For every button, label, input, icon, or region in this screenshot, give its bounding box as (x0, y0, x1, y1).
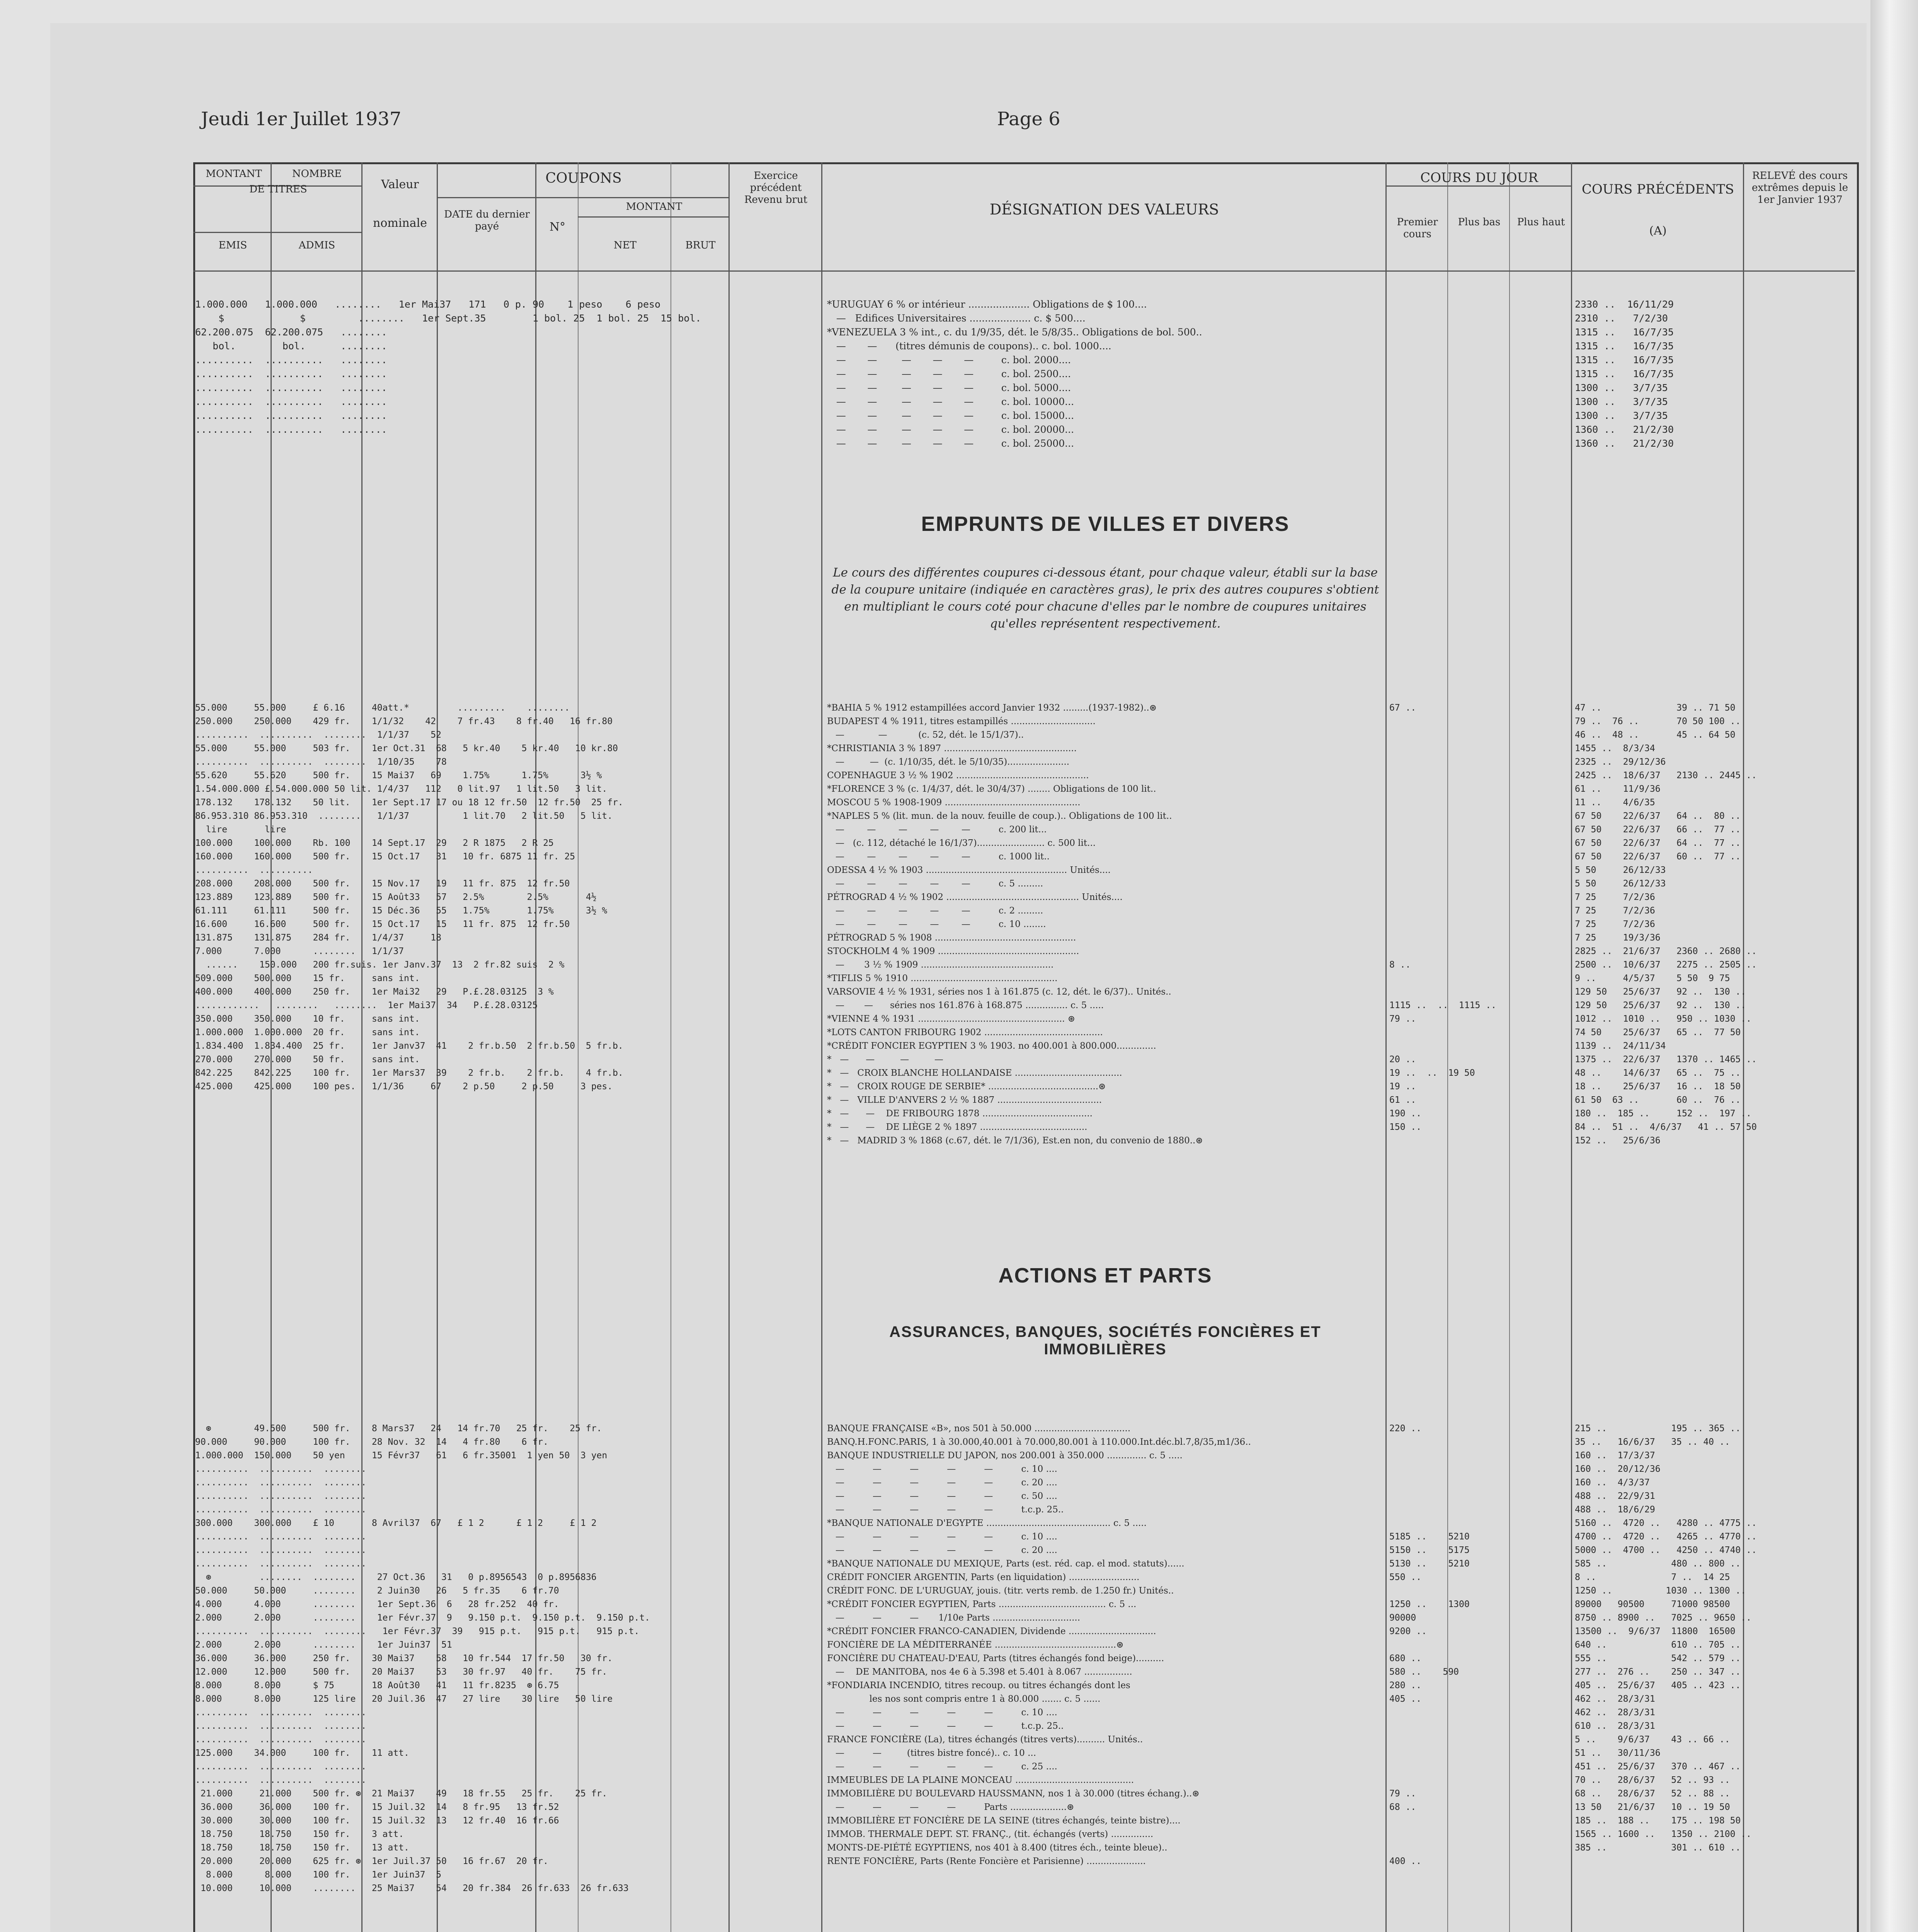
emprunts-note: Le cours des différentes coupures ci-dessous étant, pour chaque valeur, établi sur la base de la coupure unitaire (indiquée en caractères gras), le prix des autres coupures s'obtient en multipliant le cours coté pour chacune d'elles par le nombre de coupures unitaires qu'elles représentent respectivement. (831, 566, 1379, 631)
block-emprunts-prices: 47 .. 39 .. 71 50 79 .. 76 .. 70 50 100 .. 46 .. 48 .. 45 .. 64 50 1455 .. 8/3/34 2325 .. 29/12/36 2425 .. 18/6/37 2130 .. 2445 .. 61 .. 11/9/36 11 .. 4/6/35 67 50 22/6/37 64 .. 80 .. 67 50 22/6/37 66 .. 77 .. 67 50 22/6/37 64 .. 77 .. 67 50 22/6/37 60 .. 77 .. 5 50 26/12/33 5 50 26/12/33 7 25 7/2/36 7 25 7/2/36 7 25 7/2/36 7 25 19/3/36 2825 .. 21/6/37 2360 .. 2680 .. 2500 .. 10/6/37 2275 .. 2505 .. 9 .. 4/5/37 5 50 9 75 129 50 25/6/37 92 .. 130 .. 129 50 25/6/37 92 .. 130 .. 1012 .. 1010 .. 950 .. 1030 .. 74 50 25/6/37 65 .. 77 50 1139 .. 24/11/34 1375 .. 22/6/37 1370 .. 1465 .. 48 .. 14/6/37 65 .. 75 .. 18 .. 25/6/37 16 .. 18 50 61 50 63 .. 60 .. 76 .. 180 .. 185 .. 152 .. 197 .. 84 .. 51 .. 4/6/37 41 .. 57 50 152 .. 25/6/36 (1575, 703, 1757, 1146)
col-brut: BRUT (685, 240, 716, 251)
col-net: NET (613, 240, 637, 251)
block-emprunts-designation: *BAHIA 5 % 1912 estampillées accord Janvier 1932 .........(1937-1982)..⊛ BUDAPEST 4 % 1911, titres estampillés .............................. — — (c. 52, dét. le 15/1/37).. *CHRISTIANIA 3 % 1897 ............................................... — — (c. 1/10/35, dét. le 5/10/35)...................... COPENHAGUE 3 ½ % 1902 ............................................... *FLORENCE 3 % (c. 1/4/37, dét. le 30/4/37) ........ Obligations de 100 lit.. MOSCOU 5 % 1908-1909 ................................................ *NAPLES 5 % (lit. mun. de la nouv. feuille de coup.).. Obligations de 100 lit.. — — — — — c. 200 lit... — (c. 112, détaché le 16/1/37)........................ c. 500 lit... — — — — — c. 1000 lit.. ODESSA 4 ½ % 1903 .................................................. Unités.... — — — — — c. 5 ......... PÉTROGRAD 4 ½ % 1902 ............................................... Unités.... — — — — — c. 2 ......... — — — — — c. 10 ........ PÉTROGRAD 5 % 1908 .................................................. STOCKHOLM 4 % 1909 .................................................. — 3 ½ % 1909 ............................................... *TIFLIS 5 % 1910 .................................................... VARSOVIE 4 ½ % 1931, séries nos 1 à 161.875 (c. 12, dét. le 6/37).. Unités.. — — séries nos 161.876 à 168.875 ............... c. 5 ..... *VIENNE 4 % 1931 .................................................... ⊛ *LOTS CANTON FRIBOURG 1902 .......................................... *CRÉDIT FONCIER EGYPTIEN 3 % 1903. no 400.001 à 800.000.............. * — — — — * — CROIX BLANCHE HOLLANDAISE ...................................... * — CROIX ROUGE DE SERBIE* .......................................⊛ * — VILLE D'ANVERS 2 ½ % 1887 ..................................... * — — DE FRIBOURG 1878 ....................................... * — — DE LIÈGE 2 % 1897 ...................................... * — MADRID 3 % 1868 (c.67, dét. le 7/1/36), Est.en non, du convenio de 1880..⊛ (827, 703, 1203, 1146)
col-premier-cours: Premier cours (1397, 216, 1438, 240)
col-exercice: Exercice précédent Revenu brut (744, 170, 808, 206)
col-nominale: nominale (373, 216, 427, 230)
col-designation: DÉSIGNATION DES VALEURS (989, 201, 1219, 218)
block-assurances-prices: 215 .. 195 .. 365 .. 35 .. 16/6/37 35 .. 40 .. 160 .. 17/3/37 160 .. 20/12/36 160 .. 4/3/37 488 .. 22/9/31 488 .. 18/6/29 5160 .. 4720 .. 4280 .. 4775 .. 4700 .. 4720 .. 4265 .. 4770 .. 5000 .. 4700 .. 4250 .. 4740 .. 585 .. 480 .. 800 .. 8 .. 7 .. 14 25 1250 .. 1030 .. 1300 .. 89000 90500 71000 98500 8750 .. 8900 .. 7025 .. 9650 .. 13500 .. 9/6/37 11800 16500 640 .. 610 .. 705 .. 555 .. 542 .. 579 .. 277 .. 276 .. 250 .. 347 .. 405 .. 25/6/37 405 .. 423 .. 462 .. 28/3/31 462 .. 28/3/31 610 .. 28/3/31 5 .. 9/6/37 43 .. 66 .. 51 .. 30/11/36 451 .. 25/6/37 370 .. 467 .. 70 .. 28/6/37 52 .. 93 .. 68 .. 28/6/37 52 .. 88 .. 13 50 21/6/37 10 .. 19 50 185 .. 188 .. 175 .. 198 50 1565 .. 1600 .. 1350 .. 2100 .. 385 .. 301 .. 610 .. (1575, 1423, 1757, 1853)
block-assurances-left: ⊛ 49.500 500 fr. 8 Mars37 24 14 fr.70 25 fr. 25 fr. 90.000 90.000 100 fr. 28 Nov. 32 14 4 fr.80 6 fr. 1.000.000 150.000 50 yen 15 Févr37 61 6 fr.35001 1 yen 50 3 yen .......... .......... ........ .......... .......... ........ .......... .......... ........ .......... .......... ........ 300.000 300.000 £ 10 8 Avril37 67 £ 1 2 £ 1 2 £ 1 2 .......... .......... ........ .......... .......... ........ .......... .......... ........ ⊛ ........ ........ 27 Oct.36 31 0 p.8956543 0 p.8956836 50.000 50.000 ........ 2 Juin30 26 5 fr.35 6 fr.70 4.000 4.000 ........ 1er Sept.36 6 28 fr.252 40 fr. 2.000 2.000 ........ 1er Févr.37 9 9.150 p.t. 9.150 p.t. 9.150 p.t. .......... .......... ........ 1er Févr.37 39 915 p.t. 915 p.t. 915 p.t. 2.000 2.000 ........ 1er Juin37 51 36.000 36.000 250 fr. 30 Mai37 58 10 fr.544 17 fr.50 30 fr. 12.000 12.000 500 fr. 20 Mai37 53 30 fr.97 40 fr. 75 fr. 8.000 8.000 $ 75 18 Août30 41 11 fr.8235 ⊛ 6.75 8.000 8.000 125 lire 20 Juil.36 47 27 lire 30 lire 50 lire .......... .......... ........ .......... .......... ........ .......... .......... ........ 125.000 34.000 100 fr. 11 att. .......... .......... ........ .......... .......... ........ 21.000 21.000 500 fr. ⊛ 21 Mai37 49 18 fr.55 25 fr. 25 fr. 36.000 36.000 100 fr. 15 Juil.32 14 8 fr.95 13 fr.52 30.000 30.000 100 fr. 15 Juil.32 13 12 fr.40 16 fr.66 18.750 18.750 150 fr. 3 att. 18.750 18.750 150 fr. 13 att. 20.000 20.000 625 fr. ⊛ 1er Juil.37 50 16 fr.67 20 fr. 8.000 8.000 100 fr. 1er Juin37 5 10.000 10.000 ........ 25 Mai37 54 20 fr.384 26 fr.633 26 fr.633 (195, 1423, 650, 1893)
header-rule (193, 232, 361, 233)
col-rule (1385, 162, 1387, 1932)
col-cours-jour: COURS DU JOUR (1420, 170, 1538, 185)
col-de-titres: DE TITRES (249, 184, 307, 195)
col-valeur: Valeur (381, 178, 419, 191)
issue-date: Jeudi 1er Juillet 1937 (201, 108, 402, 130)
block-uruguay-prices: 2330 .. 16/11/29 2310 .. 7/2/30 1315 .. 16/7/35 1315 .. 16/7/35 1315 .. 16/7/35 1315 .. 16/7/35 1300 .. 3/7/35 1300 .. 3/7/35 1300 .. 3/7/35 1360 .. 21/2/30 1360 .. 21/2/30 (1575, 299, 1674, 449)
block-uruguay-left: 1.000.000 1.000.000 ........ 1er Mai37 171 0 p. 90 1 peso 6 peso $ $ ........ 1er Sept.35 1 bol. 25 1 bol. 25 15 bol. 62.200.075 62.200.075 ........ bol. bol. ........ .......... .......... ........ .......... .......... ........ .......... .......... ........ .......... .......... ........ .......... .......... ........ .......... .......... ........ (195, 299, 701, 435)
col-plus-haut: Plus haut (1517, 216, 1565, 228)
section-actions-title: ACTIONS ET PARTS (998, 1264, 1212, 1287)
col-nombre: NOMBRE (292, 168, 342, 180)
page-edge (1870, 0, 1918, 1932)
col-cours-note: (A) (1649, 224, 1667, 238)
col-rule (821, 162, 822, 1932)
section-emprunts-title: EMPRUNTS DE VILLES ET DIVERS (921, 512, 1290, 536)
col-emis: EMIS (218, 240, 247, 251)
page-number: Page 6 (997, 108, 1060, 130)
col-montant: MONTANT (206, 168, 262, 180)
col-date-dernier: DATE du dernier payé (444, 209, 530, 233)
section-assurances-title: ASSURANCES, BANQUES, SOCIÉTÉS FONCIÈRES ET IMMOBILIÈRES (889, 1323, 1321, 1358)
col-admis: ADMIS (298, 240, 335, 251)
header-rule (578, 216, 728, 218)
col-montant-coupon: MONTANT (626, 201, 682, 213)
block-assurances-jour: 220 .. 5185 .. 5210 5150 .. 5175 5130 .. 5210 550 .. 1250 .. 1300 90000 9200 .. 680 .. 580 .. 590 280 .. 405 .. 79 .. 68 .. 400 .. (1389, 1423, 1470, 1866)
block-assurances-designation: BANQUE FRANÇAISE «B», nos 501 à 50.000 .................................. BANQ.H.FONC.PARIS, 1 à 30.000,40.001 à 70.000,80.001 à 110.000.Int.déc.bl.7,8/35,m1/36.. BANQUE INDUSTRIELLE DU JAPON, nos 200.001 à 350.000 .............. c. 5 ..... — — — — — c. 10 .... — — — — — c. 20 .... — — — — — c. 50 .... — — — — — t.c.p. 25.. *BANQUE NATIONALE D'EGYPTE ............................................ c. 5 ..... — — — — — c. 10 .... — — — — — c. 20 .... *BANQUE NATIONALE DU MEXIQUE, Parts (est. réd. cap. el mod. statuts)...... CRÉDIT FONCIER ARGENTIN, Parts (en liquidation) ......................... CRÉDIT FONC. DE L'URUGUAY, jouis. (titr. verts remb. de 1.250 fr.) Unités.. *CRÉDIT FONCIER EGYPTIEN, Parts ...................................... c. 5 ... — — — 1/10e Parts ............................... *CRÉDIT FONCIER FRANCO-CANADIEN, Dividende ............................... FONCIÈRE DE LA MÉDITERRANÉE ...........................................⊛ FONCIÈRE DU CHATEAU-D'EAU, Parts (titres échangés fond beige).......... — DE MANITOBA, nos 4e 6 à 5.398 et 5.401 à 8.067 ................. *FONDIARIA INCENDIO, titres recoup. ou titres échangés dont les les nos sont compris entre 1 à 80.000 ....... c. 5 ...... — — — — — c. 10 .... — — — — — t.c.p. 25.. FRANCE FONCIÈRE (La), titres échangés (titres verts).......... Unités.. — — (titres bistre foncé).. c. 10 ... — — — — — c. 25 .... IMMEUBLES DE LA PLAINE MONCEAU .......................................... IMMOBILIÈRE DU BOULEVARD HAUSSMANN, nos 1 à 30.000 (titres échang.)..⊛ — — — — Parts ....................⊛ IMMOBILIÈRE ET FONCIÈRE DE LA SEINE (titres échangés, teinte bistre).... IMMOB. THERMALE DEPT. ST. FRANÇ., (tit. échangés (verts) ............... MONTS-DE-PIÉTÉ EGYPTIENS, nos 401 à 8.400 (titres éch., teinte bleue).. RENTE FONCIÈRE, Parts (Rente Foncière et Parisienne) ..................... (827, 1423, 1251, 1866)
header-rule (437, 197, 728, 198)
block-emprunts-left: 55.000 55.000 £ 6.16 40att.* ......... ........ 250.000 250.000 429 fr. 1/1/32 42 7 fr.43 8 fr.40 16 fr.80 .......... .......... ........ 1/1/37 52 55.000 55.000 503 fr. 1er Oct.31 68 5 kr.40 5 kr.40 10 kr.80 .......... .......... ........ 1/10/35 78 55.620 55.620 500 fr. 15 Mai37 69 1.75% 1.75% 3½ % 1.54.000.000 £.54.000.000 50 lit. 1/4/37 112 0 lit.97 1 lit.50 3 lit. 178.132 178.132 50 lit. 1er Sept.17 17 ou 18 12 fr.50 12 fr.50 25 fr. 86.953.310 86.953.310 ........ 1/1/37 1 lit.70 2 lit.50 5 lit. lire lire 100.000 100.000 Rb. 100 14 Sept.17 29 2 R 1875 2 R 25 160.000 160.000 500 fr. 15 Oct.17 31 10 fr. 6875 11 fr. 25 .......... .......... 208.000 208.000 500 fr. 15 Nov.17 19 11 fr. 875 12 fr.50 123.889 123.889 500 fr. 15 Août33 57 2.5% 2.5% 4½ 61.111 61.111 500 fr. 15 Déc.36 55 1.75% 1.75% 3½ % 16.600 16.600 500 fr. 15 Oct.17 15 11 fr. 875 12 fr.50 131.875 131.875 284 fr. 1/4/37 18 7.000 7.000 ........ 1/1/37 ...... 150.000 200 fr.suis. 1er Janv.37 13 2 fr.82 suis 2 % 509.000 500.000 15 fr. sans int. 400.000 400.000 250 fr. 1er Mai32 29 P.£.28.03125 3 % ............ ........ ........ 1er Mai37 34 P.£.28.03125 350.000 350.000 10 fr. sans int. 1.000.000 1.000.000 20 fr. sans int. 1.834.400 1.834.400 25 fr. 1er Janv37 41 2 fr.b.50 2 fr.b.50 5 fr.b. 270.000 270.000 50 fr. sans int. 842.225 842.225 100 fr. 1er Mars37 39 2 fr.b. 2 fr.b. 4 fr.b. 425.000 425.000 100 pes. 1/1/36 67 2 p.50 2 p.50 3 pes. (195, 703, 623, 1092)
header-bottom-rule (193, 270, 1855, 272)
col-cours-precedents: COURS PRÉCÉDENTS (1581, 182, 1734, 197)
col-plus-bas: Plus bas (1458, 216, 1501, 228)
col-numero: N° (549, 220, 566, 234)
col-rule (1571, 162, 1572, 1932)
block-uruguay-designation: *URUGUAY 6 % or intérieur .................... Obligations de $ 100.... — Edifices Universitaires .................... c. $ 500.... *VENEZUELA 3 % int., c. du 1/9/35, dét. le 5/8/35.. Obligations de bol. 500.. — — (titres démunis de coupons).. c. bol. 1000.... — — — — — c. bol. 2000.... — — — — — c. bol. 2500.... — — — — — c. bol. 5000.... — — — — — c. bol. 10000... — — — — — c. bol. 15000... — — — — — c. bol. 20000... — — — — — c. bol. 25000... (827, 299, 1202, 449)
col-coupons: COUPONS (545, 170, 622, 186)
block-emprunts-jour: 67 .. 8 .. 1115 .. .. 1115 .. 79 .. 20 .. 19 .. .. 19 50 19 .. 61 .. 190 .. 150 .. (1389, 703, 1496, 1132)
col-releve: RELEVÉ des cours extrêmes depuis le 1er Janvier 1937 (1751, 170, 1848, 206)
